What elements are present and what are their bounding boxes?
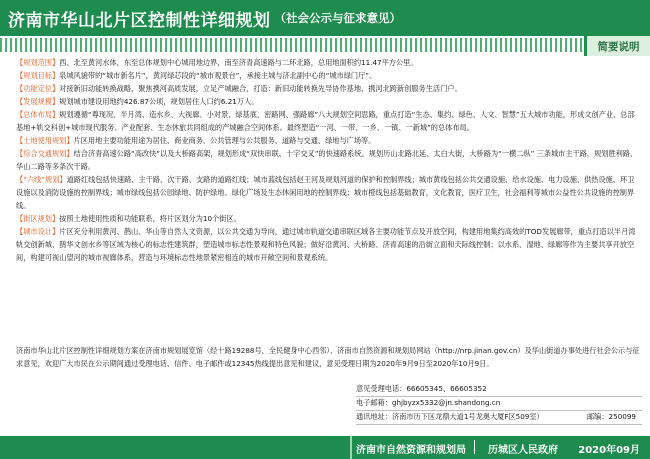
- contact-block: [356, 382, 646, 424]
- section-text: 结合济青高速公路“高改快”以及大桥路高架，规划形成“双快串联、十字交叉”的快速路系统。规划历山北路北延、太白大街，大桥路为“一横二纵” 三条城市主干路，规划胜利路、华山二路等多条次干路。: [16, 149, 638, 171]
- section-tag: 【土地使用规划】: [16, 136, 74, 145]
- closing-notice: 济南市华山北片区控制性详细规划方案在济南市规划展览馆（经十路19288号，全民健身中心西邻）、济南市自然资源和规划局网站（http://nrp.jinan.gov.cn）及华山街道办事处进行社会公示与征求意见，欢迎广大市民在公示期间通过受理电话、信件、电子邮件或12345热线提出意见和建议，意见受理日期为2020年9月9日至2020年10月9日。: [16, 346, 640, 368]
- section-land-use: [16, 134, 640, 147]
- section-scope: [16, 56, 640, 69]
- contact-postcode: 邮编：250099: [586, 412, 636, 421]
- section-tag: 【发展规模】: [16, 97, 60, 106]
- section-text: 规划城市建设用地约426.87公顷，规划居住人口约6.21万人。: [59, 97, 259, 106]
- contact-phone: 意见受理电话：66605345、66605352: [356, 384, 487, 393]
- header-bar: [0, 0, 650, 36]
- footer-org-government: 历城区人民政府: [488, 445, 558, 456]
- section-transport: [16, 147, 640, 173]
- section-scale: [16, 95, 640, 108]
- section-tag: 【规划范围】: [16, 58, 60, 67]
- section-tag: 【规划目标】: [16, 71, 60, 80]
- section-six-lines: [16, 173, 640, 212]
- section-text: 泉城风貌带的“城市新名片”，黄河绿芯段的“城市观景台”，承接主城与济北副中心的“城市绿门厅”。: [59, 71, 377, 80]
- section-tag: 【综合交通规划】: [16, 149, 74, 158]
- section-urban-design: [16, 225, 640, 264]
- section-tag: 【功能定位】: [16, 84, 60, 93]
- section-text: 片区用地主要功能用途为居住、商业商务、公共管理与公共服务、道路与交通、绿地与广场等。: [73, 136, 376, 145]
- page-title: 济南市华山北片区控制性详细规划: [8, 10, 271, 31]
- page-subtitle: （社会公示与征求意见）: [274, 11, 401, 25]
- section-layout: [16, 108, 640, 134]
- section-text: 规划遵循“尊现况、半月湾、造水乡、大视廊、小对景、绿基底、密路网、强路廊”八大规划空间思路，重点打造“生态、集约、绿色、人文、智慧”五大城市功能，形成文创产业、总部基地+轨交科创+城市现代服务、产业配套、生态休旅共同组成的产城融合空间体系。最终塑造“一河、一带、一乡、一镇、一新城”的总体布局。: [16, 110, 635, 132]
- contact-address: 通讯地址：济南市历下区龙鼎大道1号龙奥大厦F区509室）: [356, 412, 544, 421]
- section-text: 对接新旧动能转换战略，聚焦携河高质发展，立足产城融合，打造：新旧动能转换先导协作基地、携河北跨新创服务生活门户。: [59, 84, 462, 93]
- divider: [356, 424, 642, 425]
- divider: [356, 396, 642, 397]
- section-tag: 【街区规划】: [16, 214, 60, 223]
- section-text: 按照土地使用性质和功能联系，将片区划分为10个街区。: [59, 214, 241, 223]
- section-blocks: [16, 212, 640, 225]
- contact-address-row: [356, 410, 646, 424]
- decorative-stripe: [0, 38, 650, 52]
- footer-date: 2020年09月: [578, 445, 640, 456]
- section-text: 道路红线包括快速路、主干路、次干路、支路的道路红线；城市蓝线包括赵王河及规划河道的保护和控制界线；城市黄线包括公共交通设施、给水设施、电力设施、供热设施、环卫设施以及消防设施的控制界线；城市绿线包括公园绿地、防护绿地、绿化广场及生态休闲用地的控制界线；城市橙线包括基础教育，文化教育，医疗卫生，社会福利等城市公益性公共设施的控制界线。: [16, 175, 635, 210]
- footer-bar: [0, 436, 650, 459]
- footer-org-resources: 济南市自然资源和规划局: [356, 445, 466, 456]
- section-text: 西、北至黄河水体，东至总体规划中心城用地边界，南至济青高速路与二环北路，总用地面积约11.47平方公里。: [59, 58, 418, 67]
- section-text: 片区充分利用黄河、鹊山、华山等自然人文资源，以公共交通为导向，通过城市轨道交通串联区域各主要功能节点及开放空间，构建用地集约高效的TOD发展廊带，重点打造以半月湾轨交创新城、鹊华文创水乡等区域为核心的标志性建筑群，塑造城市标志性景观和特色风貌；做好沿黄河、大桥路、济青高速的沿街立面和天际线控制；以水系、湿地、绿廊等作为主要共享开放空间，构建可视山望河的城市视廊体系，营造与环境标志性地景紧密相连的城市开敞空间和景观系统。: [16, 227, 636, 262]
- section-tag: 【城市设计】: [16, 227, 60, 236]
- footer-accent: [350, 436, 352, 459]
- section-tag: 【总体布局】: [16, 110, 60, 119]
- plan-sections: [16, 56, 640, 264]
- divider: [356, 410, 642, 411]
- section-positioning: [16, 82, 640, 95]
- section-tag: 【“六线”规划】: [16, 175, 67, 184]
- summary-badge: 简要说明: [584, 36, 650, 56]
- contact-email: 电子邮箱：ghjbyzx5332@jn.shandong.cn: [356, 398, 501, 407]
- footer-separator: [474, 440, 475, 454]
- section-goal: [16, 69, 640, 82]
